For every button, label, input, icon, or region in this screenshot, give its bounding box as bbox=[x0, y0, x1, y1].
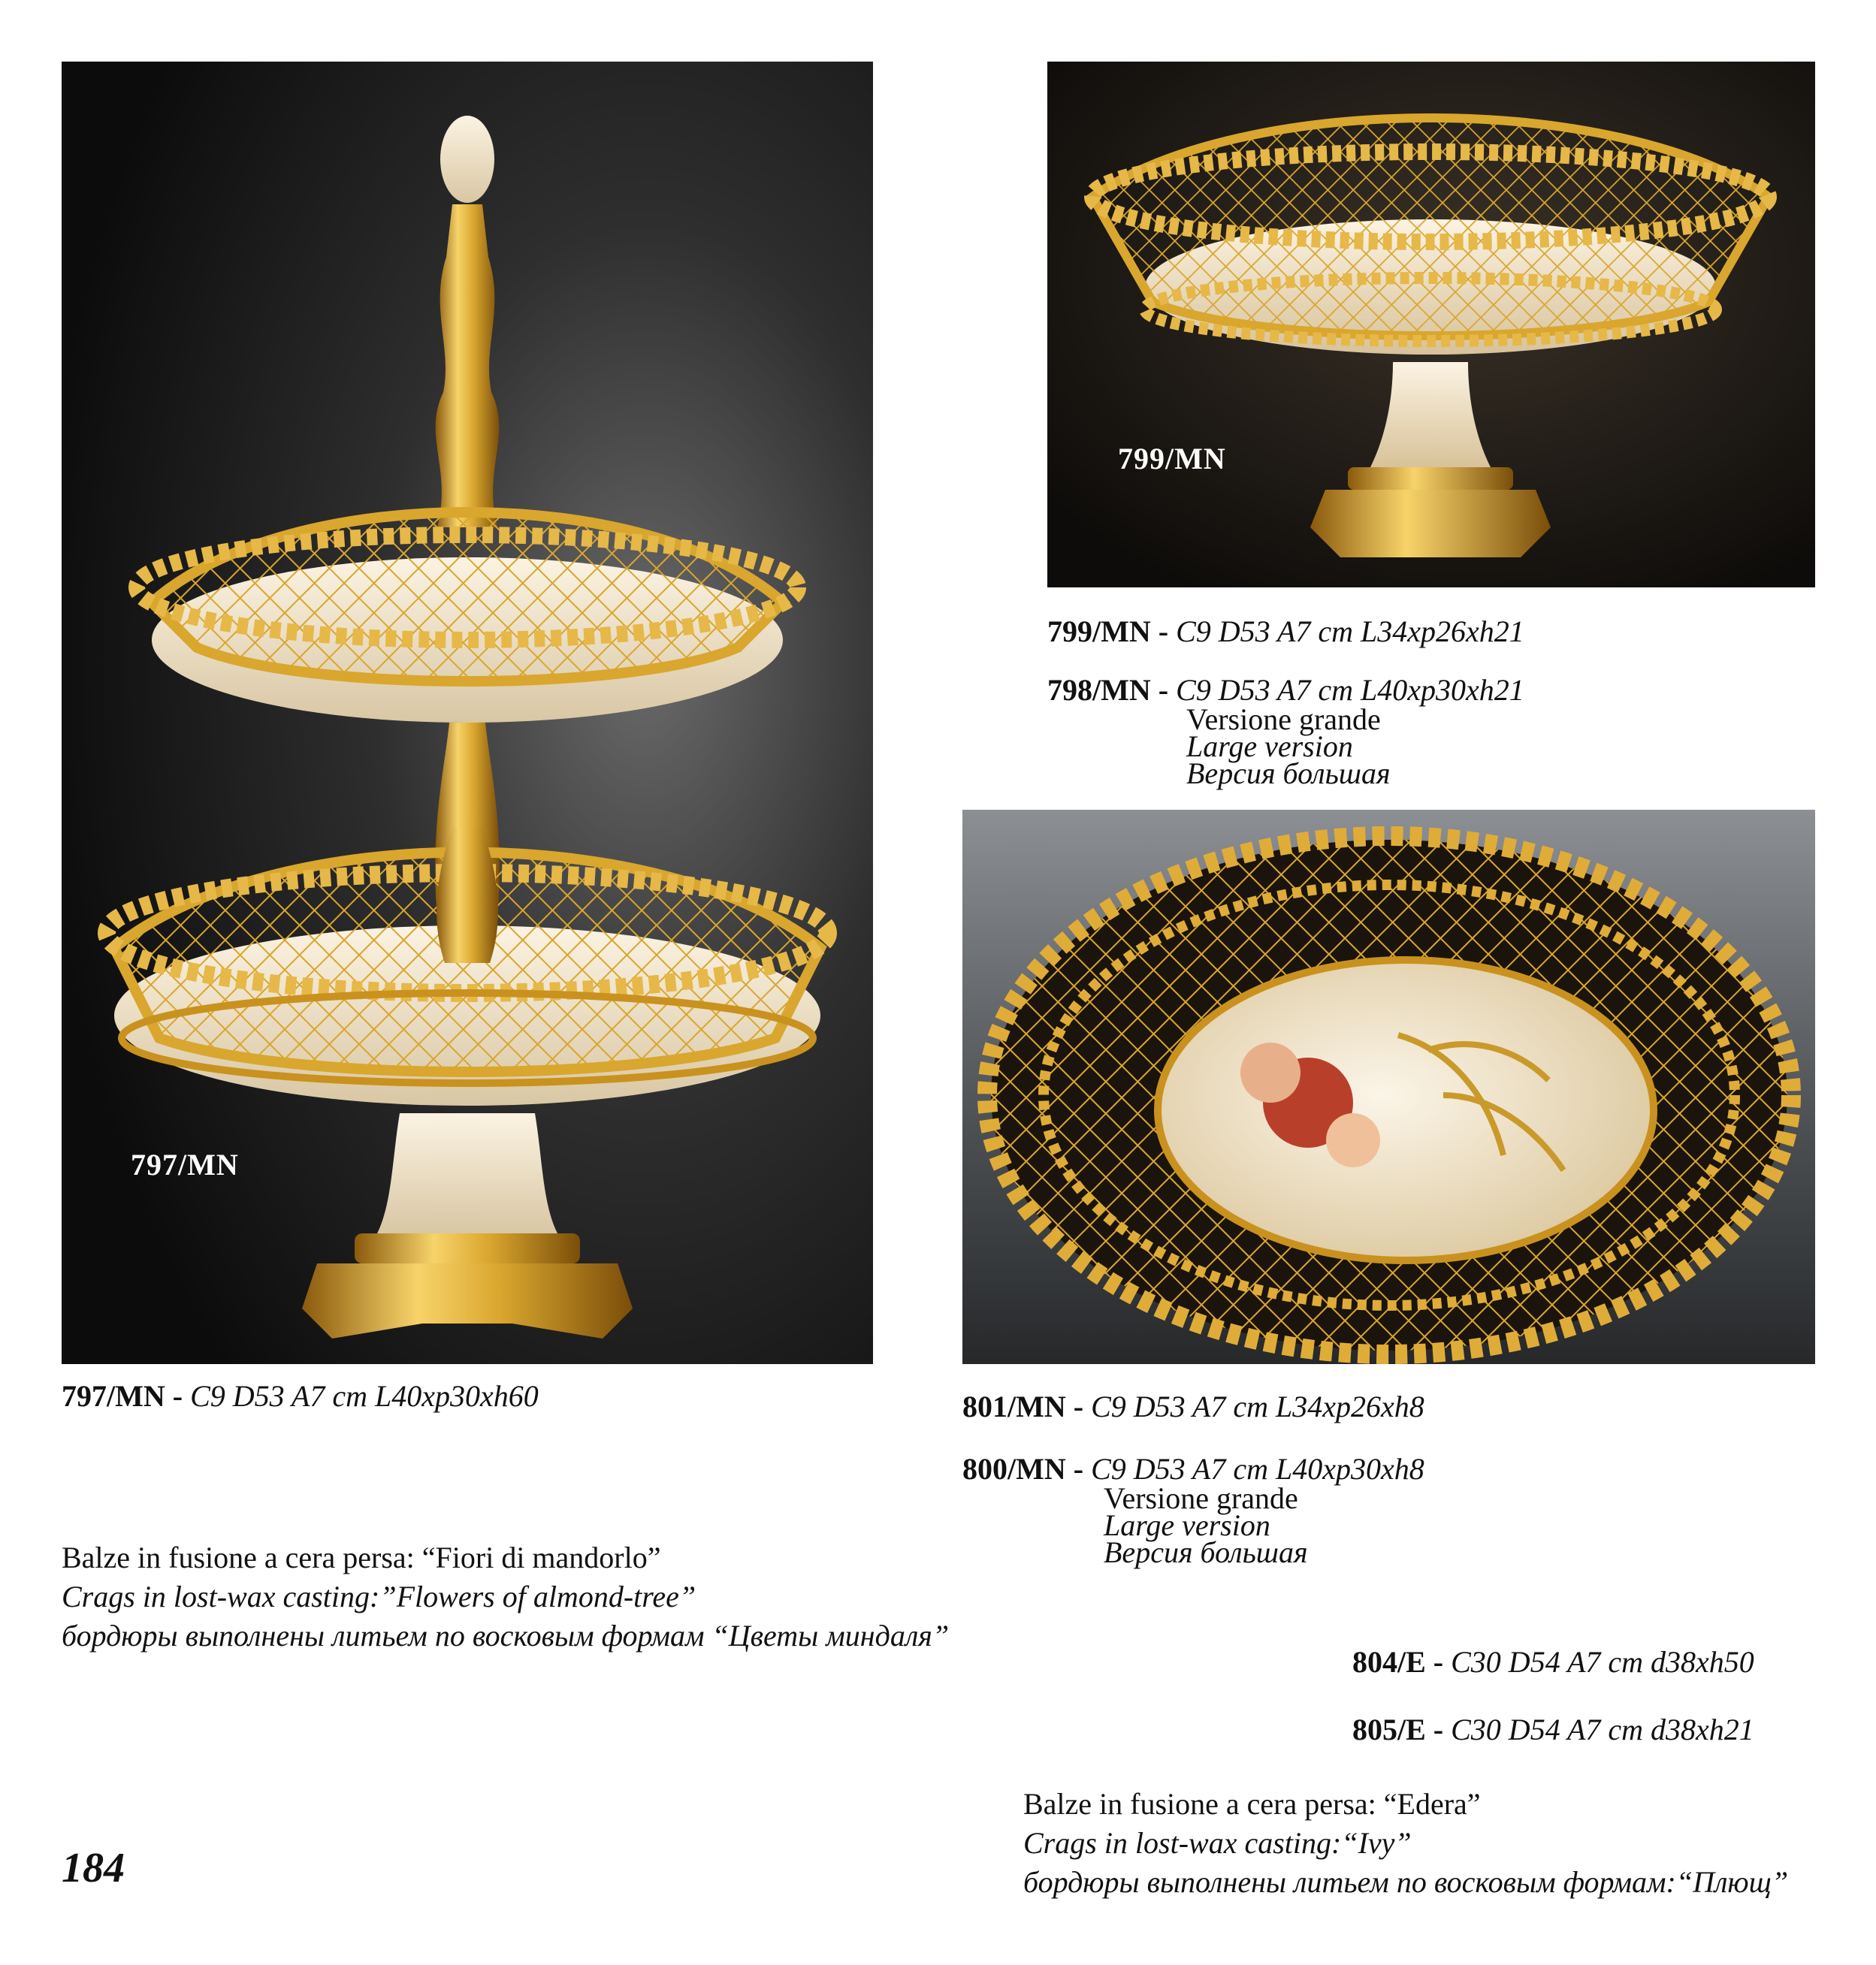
version-russian: Версия большая bbox=[1186, 756, 1391, 790]
product-spec: C9 D53 A7 cm L40xp30xh60 bbox=[190, 1379, 539, 1413]
description-almond bbox=[62, 1538, 949, 1656]
photo-797 bbox=[62, 62, 873, 1364]
version-russian: Версия большая bbox=[1104, 1535, 1308, 1569]
product-spec: C9 D53 A7 cm L40xp30xh21 bbox=[1176, 673, 1524, 707]
photo-label-797: 797/MN bbox=[131, 1148, 239, 1182]
product-code: 805/E - bbox=[1352, 1713, 1452, 1746]
caption-804 bbox=[1352, 1647, 1754, 1678]
caption-799 bbox=[1047, 616, 1524, 647]
caption-805 bbox=[1352, 1714, 1754, 1746]
caption-798 bbox=[1047, 673, 1524, 790]
product-code: 797/MN - bbox=[62, 1379, 191, 1413]
product-code: 804/E - bbox=[1352, 1645, 1452, 1679]
version-english: Large version bbox=[1104, 1508, 1270, 1542]
oval-tray-top-view-icon bbox=[962, 810, 1815, 1364]
description-russian: бордюры выполнены литьем по восковым формам “Цветы миндаля” bbox=[62, 1619, 950, 1653]
description-russian: бордюры выполнены литьем по восковым формам:“Плющ” bbox=[1023, 1865, 1789, 1899]
photo-801 bbox=[962, 810, 1815, 1364]
product-spec: C30 D54 A7 cm d38xh50 bbox=[1451, 1645, 1754, 1679]
footed-bowl-icon bbox=[1047, 62, 1815, 587]
product-spec: C9 D53 A7 cm L34xp26xh21 bbox=[1176, 614, 1524, 648]
description-english: Crags in lost-wax casting:“Ivy” bbox=[1023, 1826, 1412, 1860]
product-spec: C30 D54 A7 cm d38xh21 bbox=[1451, 1713, 1754, 1746]
version-italian: Versione grande bbox=[1186, 702, 1381, 736]
product-code: 799/MN - bbox=[1047, 614, 1177, 648]
page-number: 184 bbox=[62, 1845, 125, 1891]
product-spec: C9 D53 A7 cm L34xp26xh8 bbox=[1091, 1390, 1424, 1423]
version-english: Large version bbox=[1186, 729, 1353, 763]
description-italian: Balze in fusione a cera persa: “Edera” bbox=[1023, 1787, 1481, 1821]
description-english: Crags in lost-wax casting:”Flowers of almond-tree” bbox=[62, 1580, 696, 1613]
description-italian: Balze in fusione a cera persa: “Fiori di mandorlo” bbox=[62, 1541, 661, 1574]
caption-797 bbox=[62, 1381, 539, 1412]
description-ivy bbox=[1023, 1785, 1788, 1902]
photo-799 bbox=[1047, 62, 1815, 587]
product-code: 800/MN - bbox=[962, 1452, 1092, 1486]
version-italian: Versione grande bbox=[1104, 1481, 1298, 1515]
photo-label-799: 799/MN bbox=[1118, 442, 1226, 475]
caption-801 bbox=[962, 1391, 1424, 1423]
product-code: 798/MN - bbox=[1047, 673, 1177, 707]
caption-800 bbox=[962, 1452, 1424, 1569]
product-code: 801/MN - bbox=[962, 1390, 1092, 1423]
product-spec: C9 D53 A7 cm L40xp30xh8 bbox=[1091, 1452, 1424, 1486]
